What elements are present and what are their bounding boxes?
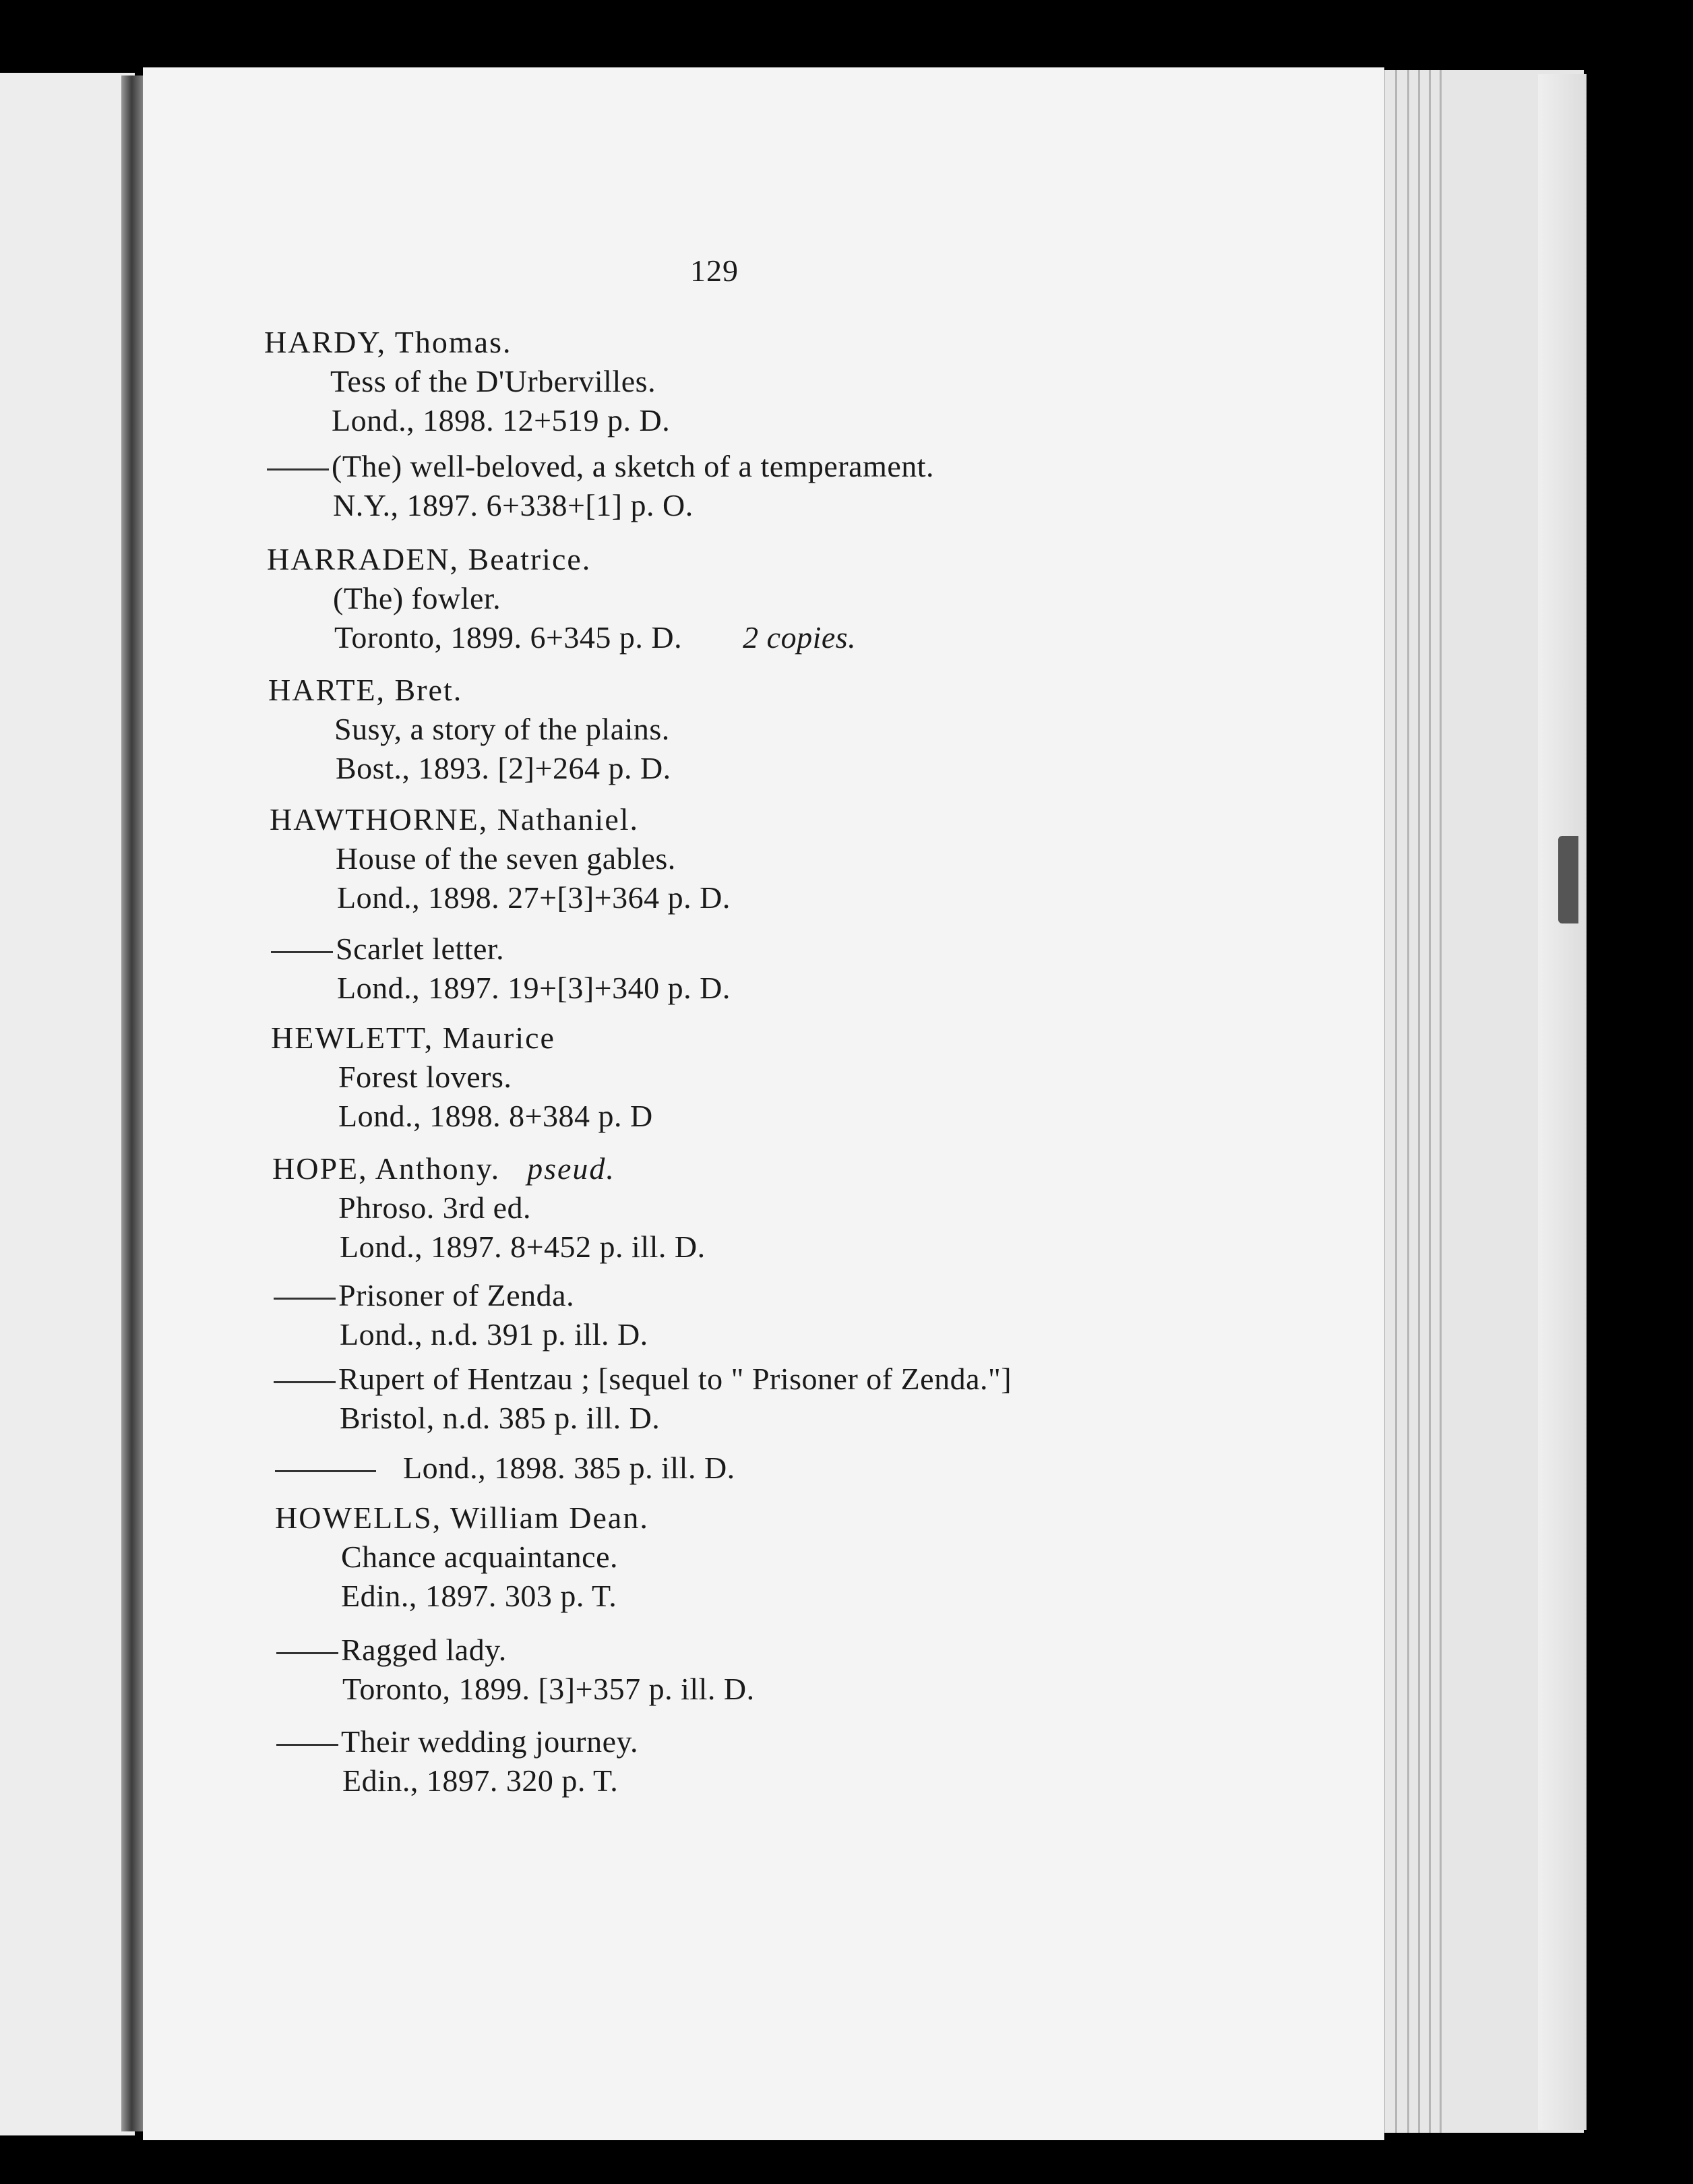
book-imprint: Edin., 1897. 320 p. T.: [342, 1763, 619, 1798]
author-heading: HEWLETT, Maurice: [271, 1021, 555, 1055]
book-imprint: Toronto, 1899. 6+345 p. D. 2 copies.: [334, 620, 857, 655]
bookmark-tab: [1558, 836, 1578, 923]
ditto-dash: [267, 468, 329, 471]
book-title: (The) well-beloved, a sketch of a temperament.: [267, 448, 934, 485]
book-gutter: [121, 75, 144, 2131]
book-imprint: Edin., 1897. 303 p. T.: [341, 1579, 617, 1613]
book-title: Ragged lady.: [276, 1631, 507, 1669]
book-title: Tess of the D'Urbervilles.: [330, 364, 656, 398]
book-imprint: Lond., 1898. 8+384 p. D: [338, 1099, 653, 1133]
book-imprint: Bost., 1893. [2]+264 p. D.: [336, 751, 671, 785]
ditto-dash: [271, 951, 333, 953]
book-title: Rupert of Hentzau ; [sequel to " Prisoner of Zenda."]: [274, 1360, 1012, 1398]
previous-page-edge: [0, 73, 135, 2135]
copies-note: 2 copies.: [743, 620, 857, 655]
author-heading: HARRADEN, Beatrice.: [267, 542, 592, 576]
author-heading: HARTE, Bret.: [268, 673, 463, 707]
book-title: Chance acquaintance.: [341, 1540, 618, 1574]
ditto-dash: [275, 1470, 376, 1472]
author-heading: HARDY, Thomas.: [264, 325, 512, 359]
author-heading: HAWTHORNE, Nathaniel.: [270, 802, 640, 837]
book-title: Scarlet letter.: [271, 930, 504, 968]
book-title: Prisoner of Zenda.: [274, 1277, 574, 1314]
book-imprint: Lond., 1897. 19+[3]+340 p. D.: [337, 971, 731, 1005]
ditto-dash: [274, 1381, 336, 1383]
book-imprint: Lond., 1898. 385 p. ill. D.: [275, 1449, 735, 1487]
page-number: 129: [690, 253, 739, 288]
book-imprint: N.Y., 1897. 6+338+[1] p. O.: [333, 488, 694, 522]
book-imprint: Lond., 1898. 12+519 p. D.: [332, 403, 671, 437]
book-imprint: Toronto, 1899. [3]+357 p. ill. D.: [342, 1672, 755, 1706]
book-imprint: Lond., 1897. 8+452 p. ill. D.: [340, 1230, 706, 1264]
book-imprint: Bristol, n.d. 385 p. ill. D.: [340, 1401, 660, 1435]
book-title: Phroso. 3rd ed.: [338, 1190, 532, 1225]
book-imprint: Lond., n.d. 391 p. ill. D.: [340, 1317, 648, 1352]
book-title: House of the seven gables.: [336, 841, 676, 876]
book-imprint: Lond., 1898. 27+[3]+364 p. D.: [337, 880, 731, 915]
ditto-dash: [274, 1298, 336, 1300]
book-title: (The) fowler.: [333, 581, 501, 615]
book-title: Their wedding journey.: [276, 1723, 638, 1761]
catalogue-page: [143, 67, 1384, 2140]
page-edge-shadow: [1538, 74, 1587, 2130]
pseud-note: pseud.: [527, 1151, 615, 1186]
author-heading: HOPE, Anthony. pseud.: [272, 1151, 615, 1186]
book-title: Susy, a story of the plains.: [334, 712, 670, 746]
ditto-dash: [276, 1744, 338, 1746]
book-title: Forest lovers.: [338, 1060, 512, 1094]
ditto-dash: [276, 1652, 338, 1654]
author-heading: HOWELLS, William Dean.: [275, 1500, 649, 1535]
